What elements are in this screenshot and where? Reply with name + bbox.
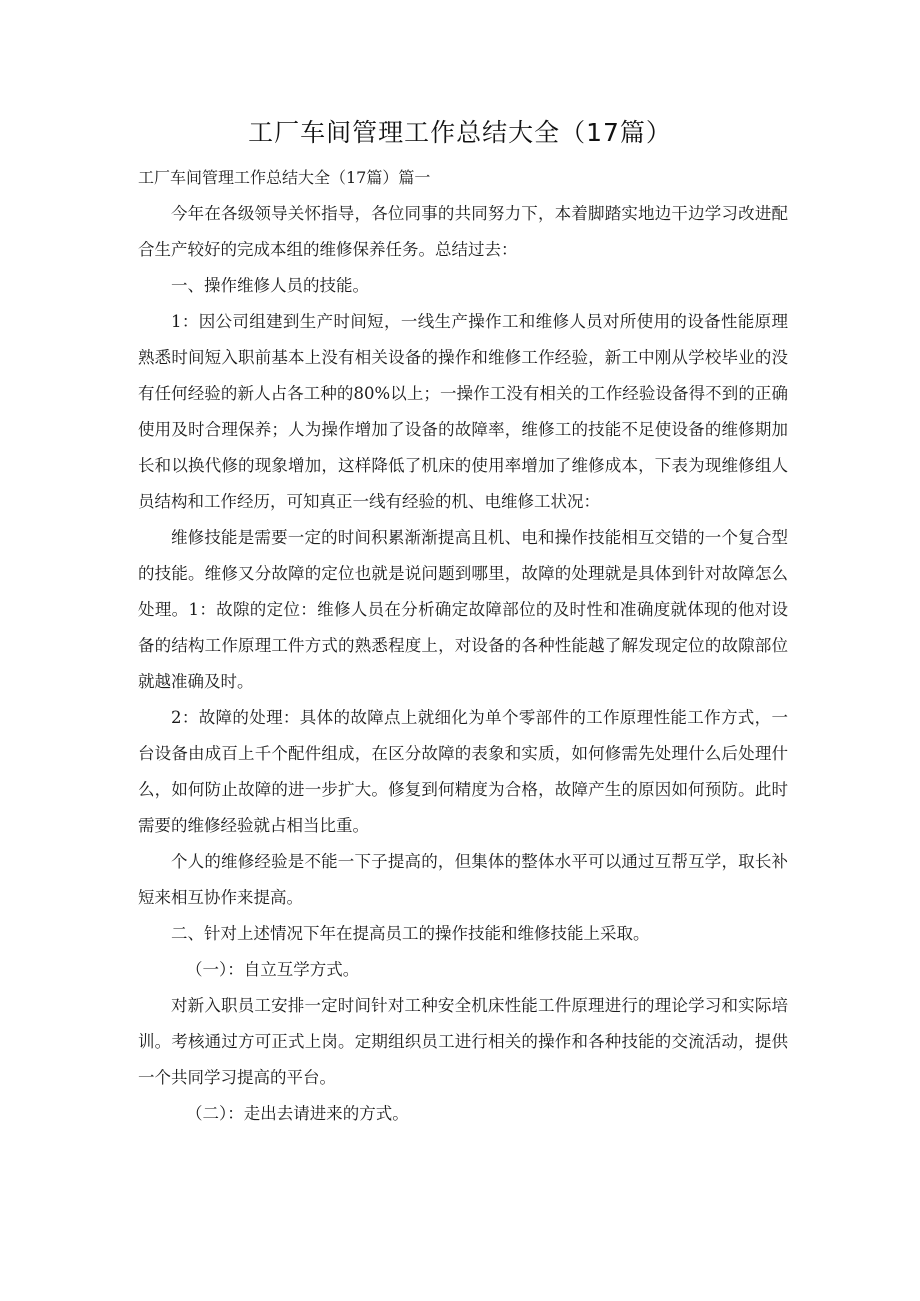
- document-body: [138, 160, 788, 1132]
- section-heading-1: 一、操作维修人员的技能。: [171, 276, 369, 295]
- paragraph-3: 2：故障的处理：具体的故障点上就细化为单个零部件的工作原理性能工作方式，一台设备由成百上千个配件组成，在区分故障的表象和实质，如何修需先处理什么后处理什么，如何防止故障的进一步扩大。修复到何精度为合格，故障产生的原因如何预防。此时需要的维修经验就占相当比重。: [138, 708, 788, 835]
- subsection-heading-2: （二）：走出去请进来的方式。: [186, 1104, 409, 1123]
- paragraph-5: 对新入职员工安排一定时间针对工种安全机床性能工件原理进行的理论学习和实际培训。考核通过方可正式上岗。定期组织员工进行相关的操作和各种技能的交流活动，提供一个共同学习提高的平台。: [138, 996, 788, 1087]
- document-subtitle: 工厂车间管理工作总结大全（17篇）篇一: [138, 168, 431, 187]
- paragraph-1: 1：因公司组建到生产时间短，一线生产操作工和维修人员对所使用的设备性能原理熟悉时间短入职前基本上没有相关设备的操作和维修工作经验，新工中刚从学校毕业的没有任何经验的新人占各工种的80%以上；一操作工没有相关的工作经验设备得不到的正确使用及时合理保养；人为操作增加了设备的故障率，维修工的技能不足使设备的维修期加长和以换代修的现象增加，这样降低了机床的使用率增加了维修成本，下表为现维修组人员结构和工作经历，可知真正一线有经验的机、电维修工状况：: [138, 312, 788, 511]
- paragraph-4: 个人的维修经验是不能一下子提高的，但集体的整体水平可以通过互帮互学，取长补短来相互协作来提高。: [138, 852, 788, 907]
- subsection-heading-1: （一）：自立互学方式。: [186, 960, 360, 979]
- paragraph-intro: 今年在各级领导关怀指导，各位同事的共同努力下，本着脚踏实地边干边学习改进配合生产较好的完成本组的维修保养任务。总结过去：: [138, 204, 788, 259]
- paragraph-2: 维修技能是需要一定的时间积累渐渐提高且机、电和操作技能相互交错的一个复合型的技能。维修又分故障的定位也就是说问题到哪里，故障的处理就是具体到针对故障怎么处理。1：故隙的定位：维修人员在分析确定故障部位的及时性和准确度就体现的他对设备的结构工作原理工件方式的熟悉程度上，对设备的各种性能越了解发现定位的故隙部位就越准确及时。: [138, 528, 788, 691]
- section-heading-2: 二、针对上述情况下年在提高员工的操作技能和维修技能上采取。: [171, 924, 650, 943]
- document-title: 工厂车间管理工作总结大全（17篇）: [248, 118, 672, 147]
